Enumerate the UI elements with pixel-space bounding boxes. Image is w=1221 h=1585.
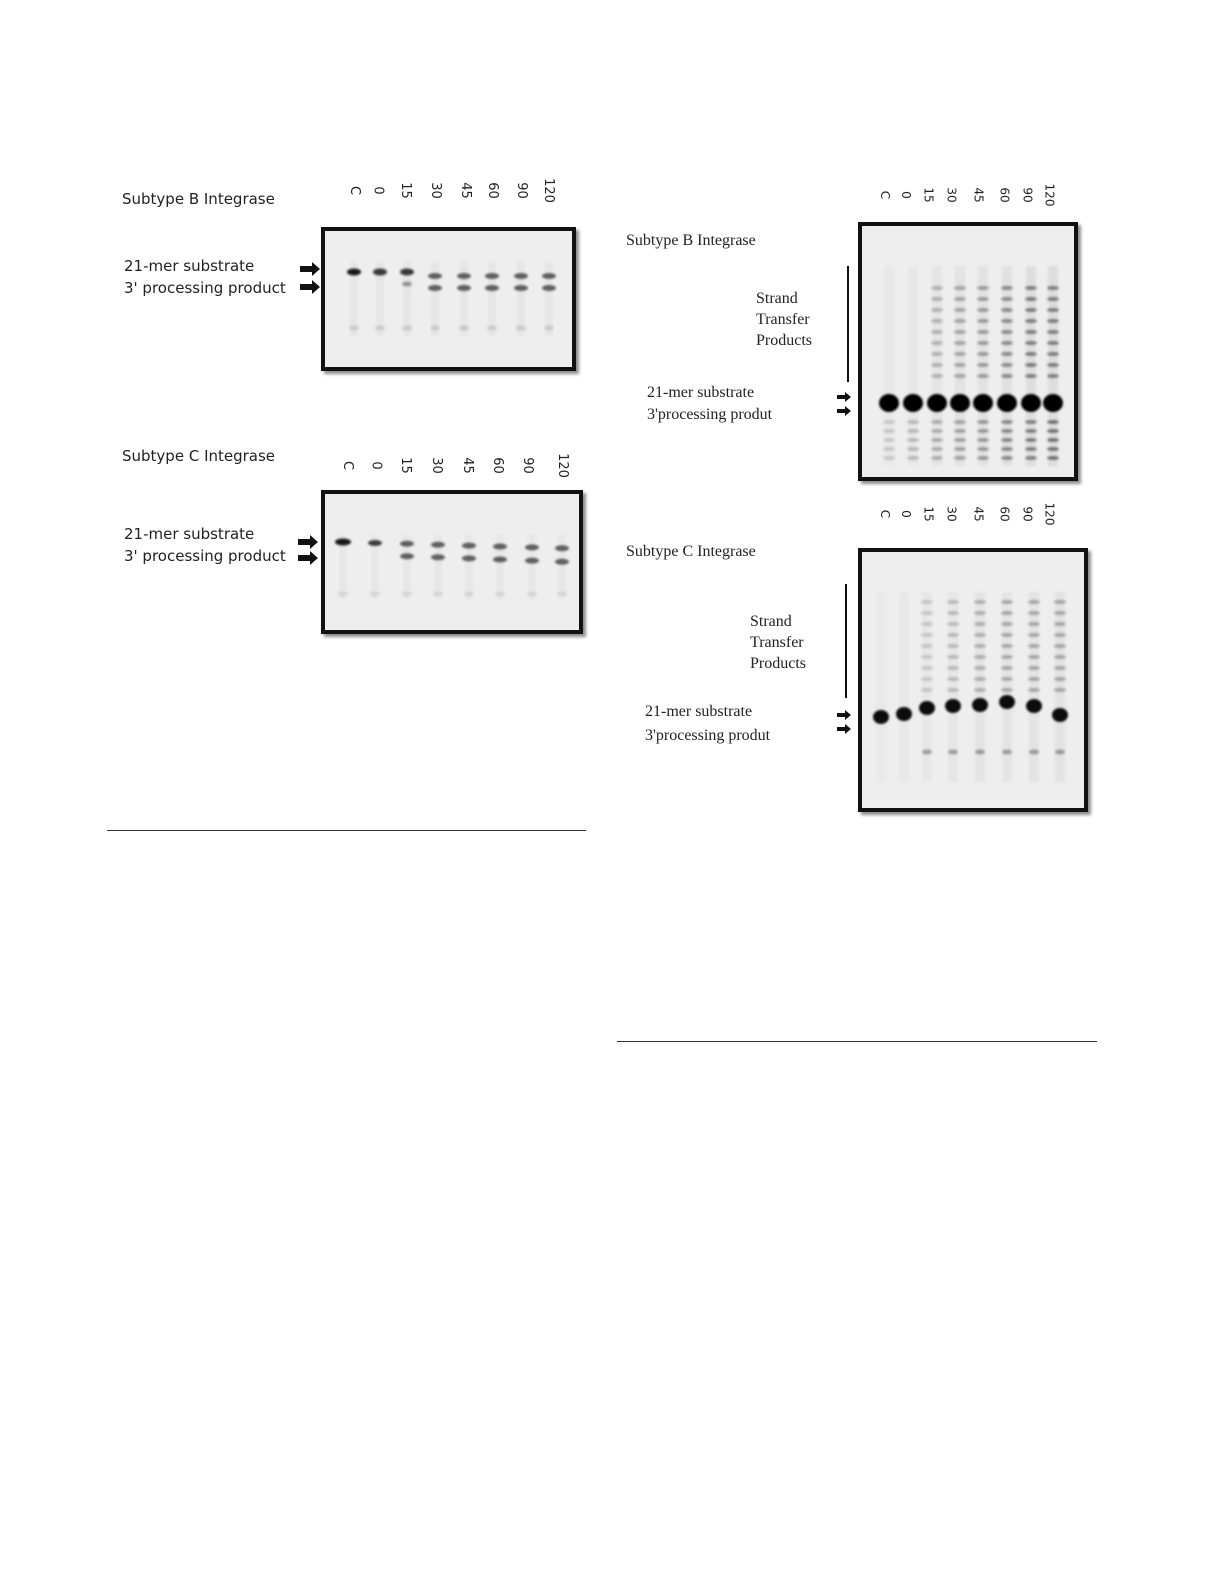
products-word: Products <box>756 332 812 349</box>
lane-label: 90 <box>1020 506 1035 522</box>
lane-label: 60 <box>484 181 500 199</box>
strand-word: Strand <box>756 290 798 307</box>
gel-image <box>858 548 1088 812</box>
strand-transfer-label <box>756 288 812 351</box>
strand-word: Strand <box>750 613 792 630</box>
lane-label: 30 <box>944 506 959 522</box>
lane-label: 15 <box>397 181 413 199</box>
arrow-icon <box>298 535 320 567</box>
product-label: 3'processing produt <box>647 406 773 423</box>
lane-label: 45 <box>971 506 986 522</box>
lane-label: 90 <box>1020 187 1035 203</box>
lane-label: 0 <box>898 510 913 518</box>
substrate-label: 21-mer substrate <box>647 384 755 401</box>
lane-label: 0 <box>898 191 913 199</box>
arrow-icon <box>300 262 322 296</box>
lane-label: 60 <box>997 506 1012 522</box>
bracket-line <box>847 266 849 382</box>
lane-label: 120 <box>1041 183 1056 207</box>
lane-label: 30 <box>427 181 443 199</box>
product-label: 3' processing product <box>124 547 286 565</box>
panel-title: Subtype B Integrase <box>626 232 756 249</box>
lane-label: C <box>878 190 893 200</box>
lane-label: 60 <box>997 187 1012 203</box>
lane-label: 0 <box>370 185 386 195</box>
product-label: 3'processing produt <box>645 727 771 744</box>
lane-label: 45 <box>457 181 473 199</box>
panel-title: Subtype C Integrase <box>626 543 756 560</box>
lane-label: 90 <box>513 181 529 199</box>
lane-label: 120 <box>540 177 556 203</box>
lane-label: C <box>346 185 362 195</box>
substrate-label: 21-mer substrate <box>645 703 753 720</box>
lane-label: 60 <box>489 456 505 474</box>
section-rule <box>617 1041 1097 1042</box>
lane-label: 15 <box>921 187 936 203</box>
lane-label: 30 <box>428 456 444 474</box>
lane-label: 15 <box>397 456 413 474</box>
strand-transfer-label <box>750 611 806 674</box>
section-rule <box>107 830 586 831</box>
panel-title: Subtype B Integrase <box>122 190 275 208</box>
gel-image <box>321 490 583 634</box>
arrow-icon <box>837 710 853 738</box>
bracket-line <box>845 584 847 698</box>
lane-label: C <box>339 460 355 470</box>
transfer-word: Transfer <box>756 311 810 328</box>
lane-label: 120 <box>554 452 570 478</box>
lane-label: 45 <box>971 187 986 203</box>
gel-image <box>321 227 576 371</box>
substrate-label: 21-mer substrate <box>124 525 255 543</box>
arrow-icon <box>837 392 853 420</box>
lane-label: 120 <box>1041 502 1056 526</box>
lane-label: 30 <box>944 187 959 203</box>
lane-label: 90 <box>519 456 535 474</box>
product-label: 3' processing product <box>124 279 286 297</box>
lane-label: 15 <box>921 506 936 522</box>
lane-label: 0 <box>368 460 384 470</box>
lane-label: 45 <box>459 456 475 474</box>
gel-image <box>858 222 1078 481</box>
transfer-word: Transfer <box>750 634 804 651</box>
lane-label: C <box>878 509 893 519</box>
substrate-label: 21-mer substrate <box>124 257 255 275</box>
panel-title: Subtype C Integrase <box>122 447 276 465</box>
products-word: Products <box>750 655 806 672</box>
